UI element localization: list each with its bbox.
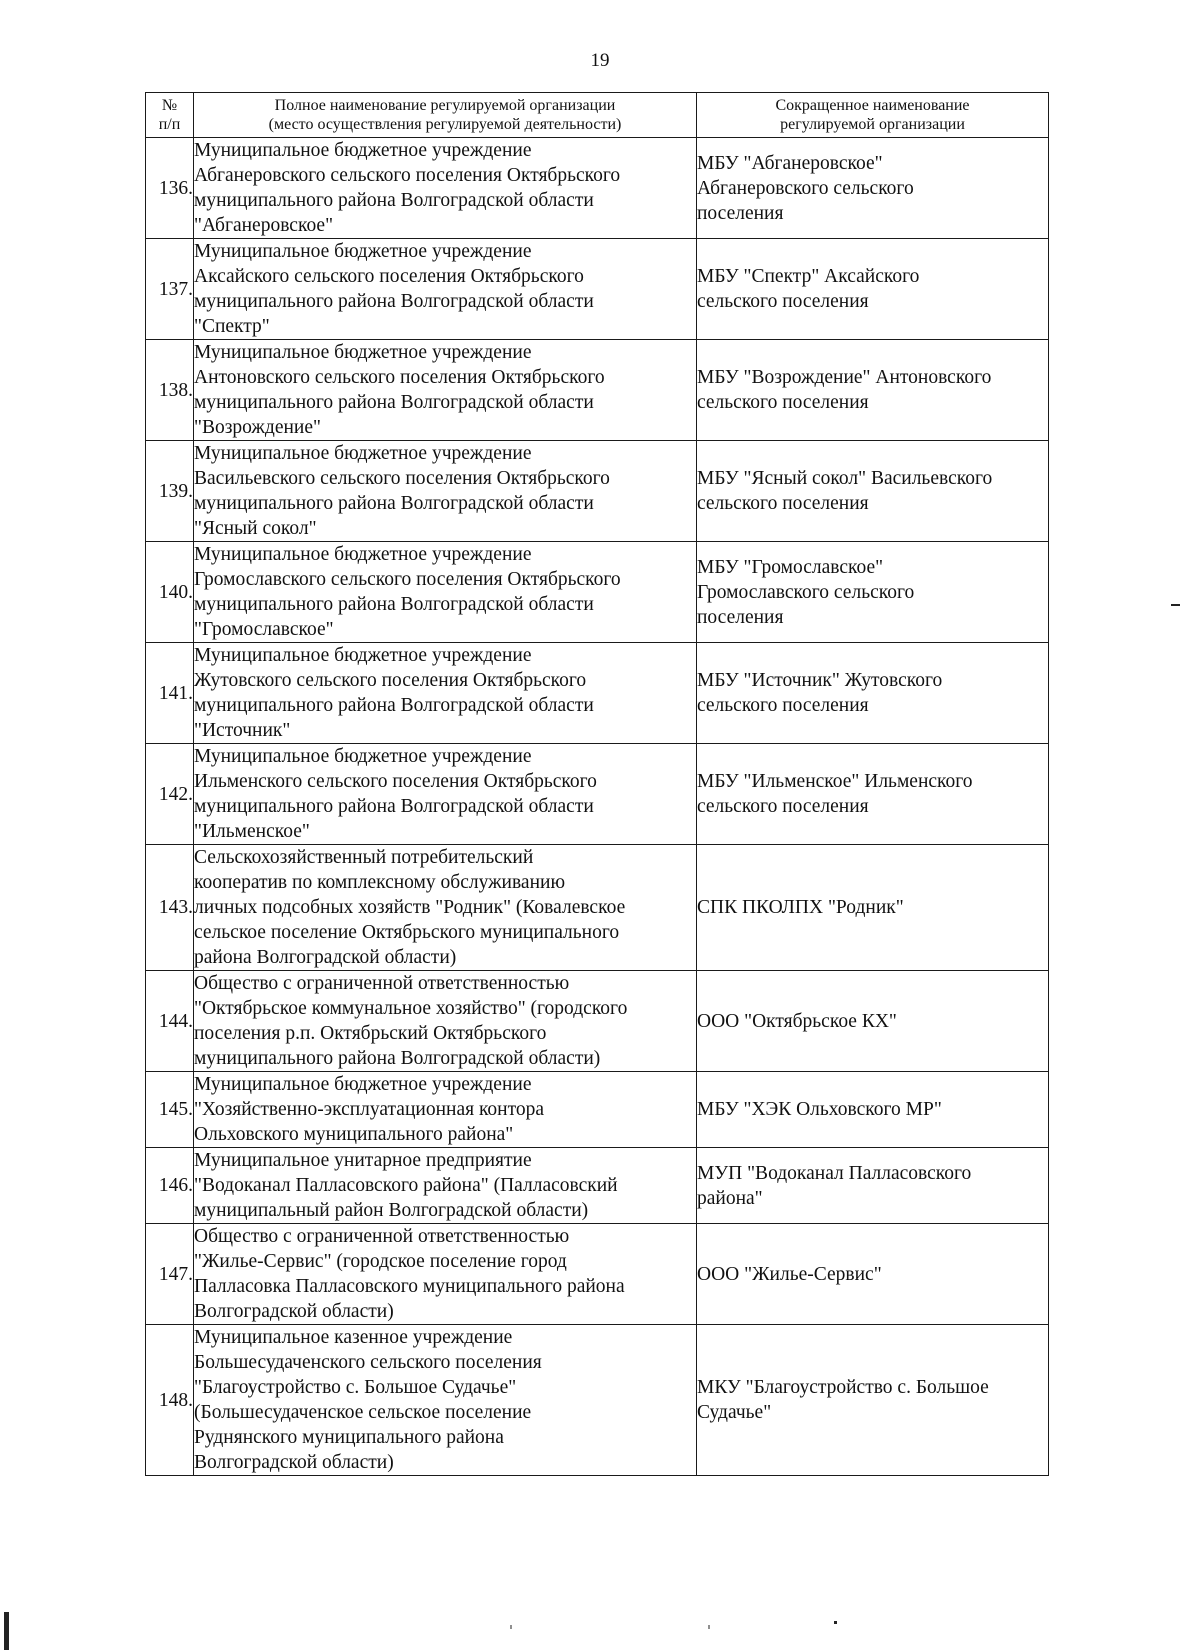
scan-mark: [1171, 604, 1180, 606]
full-name-line: Большесудаченского сельского поселения: [194, 1352, 542, 1373]
row-full-name: [194, 1072, 697, 1148]
full-name-line: "Хозяйственно-эксплуатационная контора: [194, 1099, 545, 1120]
full-name-line: "Жилье-Сервис" (городское поселение город: [194, 1251, 567, 1272]
table-row: [146, 744, 1049, 845]
row-full-name: [194, 1325, 697, 1476]
row-number: 148.: [146, 1325, 194, 1476]
full-name-line: сельское поселение Октябрьского муниципального: [194, 922, 620, 943]
header-full-name-lines: [194, 96, 696, 134]
row-number: 146.: [146, 1148, 194, 1224]
row-full-name: [194, 971, 697, 1072]
short-name-line: поселения: [697, 606, 784, 628]
header-line: №: [161, 97, 178, 114]
full-name-line: Общество с ограниченной ответственностью: [194, 1226, 570, 1247]
header-row: [146, 93, 1049, 138]
full-name-line: "Благоустройство с. Большое Судачье": [194, 1377, 517, 1398]
header-line: (место осуществления регулируемой деятельности): [268, 116, 622, 133]
row-full-name: [194, 542, 697, 643]
short-name-line: МБУ "Спектр" Аксайского: [697, 266, 920, 287]
full-name-line: муниципального района Волгоградской области: [194, 594, 594, 615]
short-name-line: МБУ "Ильменское" Ильменского: [697, 771, 973, 792]
short-name-line: сельского поселения: [697, 392, 869, 413]
full-name-line: Ильменского сельского поселения Октябрьского: [194, 771, 597, 792]
full-name-line: "Октябрьское коммунальное хозяйство" (городского: [194, 998, 628, 1019]
table-body: [146, 138, 1049, 1476]
row-short-name: [697, 441, 1049, 542]
full-name-line: Абганеровского сельского поселения Октябрьского: [194, 165, 621, 186]
full-name-line: муниципального района Волгоградской области: [194, 190, 594, 211]
row-number: 138.: [146, 340, 194, 441]
row-full-name: [194, 643, 697, 744]
full-name-line: (Большесудаченское сельское поселение: [194, 1402, 532, 1423]
row-number: 141.: [146, 643, 194, 744]
full-name-line: Муниципальное бюджетное учреждение: [194, 241, 532, 262]
page-number: 19: [590, 50, 610, 71]
full-name-line: "Возрождение": [194, 417, 321, 438]
short-name-line: ООО "Октябрьское КХ": [697, 1010, 897, 1032]
short-name-line: сельского поселения: [697, 291, 869, 312]
header-short-name: [697, 93, 1049, 138]
short-name-line: МБУ "Источник" Жутовского: [697, 670, 943, 691]
row-full-name: [194, 744, 697, 845]
row-number: 147.: [146, 1224, 194, 1325]
row-full-name: [194, 441, 697, 542]
table-row: [146, 971, 1049, 1072]
full-name-line: муниципального района Волгоградской области: [194, 392, 594, 413]
short-name-line: Громославского сельского: [697, 581, 915, 603]
full-name-line: Аксайского сельского поселения Октябрьского: [194, 266, 584, 287]
row-short-name: [697, 1148, 1049, 1224]
row-full-name: [194, 845, 697, 971]
short-name-line: МКУ "Благоустройство с. Большое: [697, 1377, 989, 1398]
row-number: 139.: [146, 441, 194, 542]
full-name-line: Волгоградской области): [194, 1301, 394, 1322]
header-number-lines: [146, 96, 193, 134]
row-full-name: [194, 1224, 697, 1325]
row-number: 137.: [146, 239, 194, 340]
table-row: [146, 1224, 1049, 1325]
full-name-line: Муниципальное бюджетное учреждение: [194, 544, 532, 565]
header-full-name: [194, 93, 697, 138]
full-name-line: муниципального района Волгоградской области: [194, 796, 594, 817]
short-name-line: Абганеровского сельского: [697, 177, 914, 199]
full-name-line: района Волгоградской области): [194, 947, 457, 968]
short-name-line: района": [697, 1187, 763, 1209]
full-name-line: Ольховского муниципального района": [194, 1124, 514, 1145]
row-number: 143.: [146, 845, 194, 971]
full-name-line: Волгоградской области): [194, 1452, 394, 1473]
full-name-line: личных подсобных хозяйств "Родник" (Ковалевское: [194, 897, 626, 918]
full-name-line: Муниципальное бюджетное учреждение: [194, 140, 532, 161]
table-header: [146, 93, 1049, 138]
scan-mark: [708, 1625, 710, 1629]
table-row: [146, 542, 1049, 643]
full-name-line: Муниципальное бюджетное учреждение: [194, 746, 532, 767]
table-row: [146, 643, 1049, 744]
full-name-line: Антоновского сельского поселения Октябрьского: [194, 367, 605, 388]
table-row: [146, 1148, 1049, 1224]
full-name-line: "Источник": [194, 720, 291, 741]
table-row: [146, 845, 1049, 971]
table-row: [146, 239, 1049, 340]
row-number: 145.: [146, 1072, 194, 1148]
full-name-line: Жутовского сельского поселения Октябрьского: [194, 670, 587, 691]
header-line: Сокращенное наименование: [775, 97, 970, 114]
row-short-name: [697, 744, 1049, 845]
full-name-line: "Водоканал Палласовского района" (Палласовский: [194, 1175, 618, 1196]
row-number: 136.: [146, 138, 194, 239]
short-name-line: МБУ "ХЭК Ольховского МР": [697, 1099, 942, 1120]
short-name-line: СПК ПКОЛПХ "Родник": [697, 897, 904, 918]
full-name-line: Муниципальное бюджетное учреждение: [194, 443, 532, 464]
full-name-line: Громославского сельского поселения Октябрьского: [194, 569, 621, 590]
short-name-line: сельского поселения: [697, 493, 869, 514]
short-name-line: МБУ "Возрождение" Антоновского: [697, 367, 992, 388]
row-number: 142.: [146, 744, 194, 845]
row-full-name: [194, 239, 697, 340]
row-short-name: [697, 845, 1049, 971]
row-number: 144.: [146, 971, 194, 1072]
row-short-name: [697, 1224, 1049, 1325]
full-name-line: "Громославское": [194, 619, 334, 640]
row-full-name: [194, 1148, 697, 1224]
short-name-line: сельского поселения: [697, 796, 869, 817]
full-name-line: муниципальный район Волгоградской области): [194, 1200, 589, 1221]
short-name-line: МБУ "Громославское": [697, 556, 884, 578]
header-line: регулируемой организации: [780, 116, 965, 133]
full-name-line: "Ильменское": [194, 821, 310, 842]
short-name-line: сельского поселения: [697, 695, 869, 716]
full-name-line: кооператив по комплексному обслуживанию: [194, 872, 566, 893]
row-full-name: [194, 340, 697, 441]
full-name-line: "Абганеровское": [194, 215, 334, 236]
row-short-name: [697, 239, 1049, 340]
organizations-table: [145, 92, 1049, 1476]
full-name-line: муниципального района Волгоградской области: [194, 493, 594, 514]
full-name-line: Муниципальное бюджетное учреждение: [194, 645, 532, 666]
full-name-line: Руднянского муниципального района: [194, 1427, 504, 1448]
full-name-line: Палласовка Палласовского муниципального района: [194, 1276, 625, 1297]
row-number: 140.: [146, 542, 194, 643]
table-row: [146, 1072, 1049, 1148]
table-row: [146, 441, 1049, 542]
row-short-name: [697, 1072, 1049, 1148]
header-line: п/п: [158, 116, 181, 133]
full-name-line: Муниципальное унитарное предприятие: [194, 1150, 532, 1171]
short-name-line: МБУ "Абганеровское": [697, 152, 883, 174]
table-row: [146, 340, 1049, 441]
short-name-line: Судачье": [697, 1402, 772, 1423]
full-name-line: муниципального района Волгоградской области: [194, 695, 594, 716]
full-name-line: "Спектр": [194, 316, 270, 337]
row-short-name: [697, 971, 1049, 1072]
full-name-line: муниципального района Волгоградской области: [194, 291, 594, 312]
row-full-name: [194, 138, 697, 239]
row-short-name: [697, 1325, 1049, 1476]
row-short-name: [697, 643, 1049, 744]
table-row: [146, 138, 1049, 239]
full-name-line: "Ясный сокол": [194, 518, 317, 539]
full-name-line: поселения р.п. Октябрьский Октябрьского: [194, 1023, 547, 1044]
scan-mark: [834, 1621, 837, 1624]
short-name-line: МБУ "Ясный сокол" Васильевского: [697, 468, 993, 489]
header-line: Полное наименование регулируемой организации: [274, 97, 616, 114]
row-short-name: [697, 542, 1049, 643]
full-name-line: Муниципальное бюджетное учреждение: [194, 342, 532, 363]
short-name-line: МУП "Водоканал Палласовского: [697, 1162, 972, 1184]
full-name-line: муниципального района Волгоградской области): [194, 1048, 601, 1069]
row-short-name: [697, 340, 1049, 441]
table-row: [146, 1325, 1049, 1476]
full-name-line: Васильевского сельского поселения Октябрьского: [194, 468, 610, 489]
scan-mark: [510, 1625, 512, 1629]
short-name-line: поселения: [697, 202, 784, 224]
full-name-line: Сельскохозяйственный потребительский: [194, 847, 534, 868]
scan-mark: [4, 1612, 9, 1650]
short-name-line: ООО "Жилье-Сервис": [697, 1263, 882, 1285]
full-name-line: Муниципальное бюджетное учреждение: [194, 1074, 532, 1095]
header-short-name-lines: [697, 96, 1048, 134]
full-name-line: Общество с ограниченной ответственностью: [194, 973, 570, 994]
header-number: [146, 93, 194, 138]
full-name-line: Муниципальное казенное учреждение: [194, 1327, 513, 1348]
row-short-name: [697, 138, 1049, 239]
